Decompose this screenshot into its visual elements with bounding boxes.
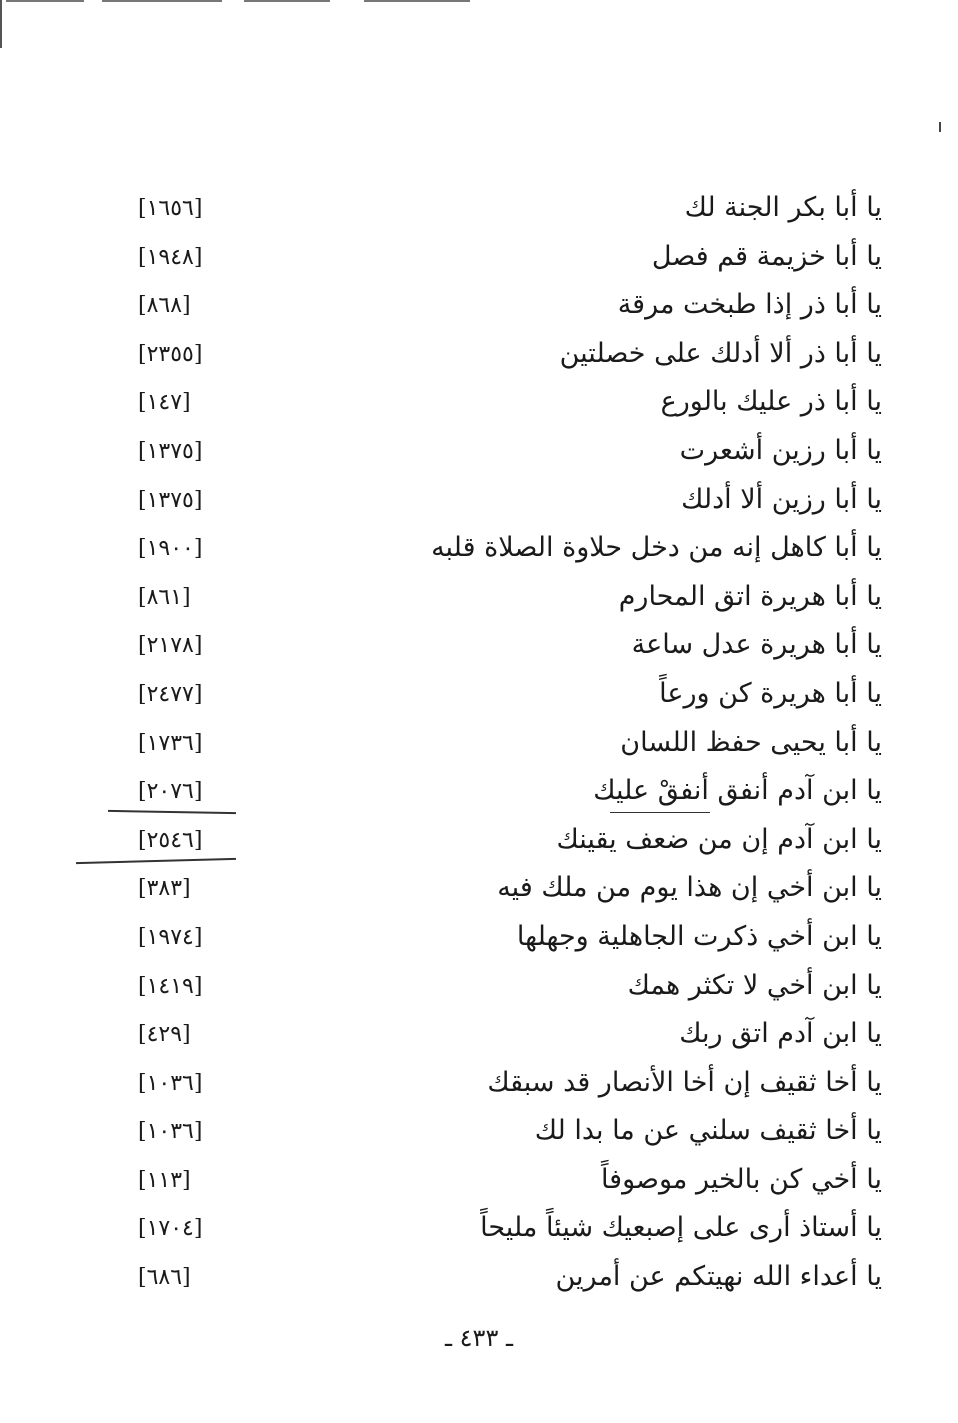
entry-text: يا أبا هريرة كن ورعاً	[659, 677, 882, 709]
entry-reference: [٢١٧٨]	[138, 633, 203, 659]
entry-text: يا أبا رزين أشعرت	[679, 434, 882, 466]
entry-reference: [٦٨٦]	[138, 1265, 191, 1291]
entry-text: يا ابن أخي ذكرت الجاهلية وجهلها	[516, 920, 882, 952]
entry-reference: [١٤١٩]	[138, 973, 203, 999]
handwritten-underline	[610, 812, 710, 813]
entry-text: يا ابن آدم أنفق أنفقْ عليك	[593, 775, 882, 807]
entry-reference: [٣٨٣]	[138, 876, 191, 902]
index-entry	[0, 1107, 958, 1156]
index-entry	[0, 427, 958, 476]
entry-text: يا أبا ذر إذا طبخت مرقة	[617, 289, 882, 321]
entry-text: يا أبا رزين ألا أدلك	[681, 483, 882, 515]
index-entry	[0, 962, 958, 1011]
index-entry	[0, 184, 958, 233]
entry-reference: [١٩٤٨]	[138, 244, 203, 270]
index-entry	[0, 767, 958, 816]
index-entry	[0, 816, 958, 865]
entry-reference: [١٤٧]	[138, 390, 191, 416]
entry-text: يا أبا يحيى حفظ اللسان	[620, 726, 882, 758]
entry-reference: [٢٠٧٦]	[138, 779, 203, 805]
entry-text: يا ابن أخي لا تكثر همك	[627, 969, 882, 1001]
index-entry	[0, 1156, 958, 1205]
entry-reference: [٢٤٧٧]	[138, 681, 203, 707]
entry-text: يا أبا بكر الجنة لك	[684, 192, 882, 223]
entry-reference: [٨٦٨]	[138, 293, 191, 319]
entry-reference: [١٠٣٦]	[138, 1119, 203, 1145]
index-entry	[0, 913, 958, 962]
entry-reference: [١٩٧٤]	[138, 924, 203, 950]
entry-reference: [١٠٣٦]	[138, 1070, 203, 1096]
scan-top-rule	[102, 0, 222, 2]
index-entry	[0, 864, 958, 913]
index-entry	[0, 476, 958, 525]
index-entry	[0, 719, 958, 768]
entry-reference: [٤٢٩]	[138, 1022, 191, 1048]
index-entry	[0, 330, 958, 379]
scan-speck	[939, 122, 941, 132]
scan-top-rule	[244, 0, 330, 2]
index-entry	[0, 573, 958, 622]
entry-text: يا أبا ذر ألا أدلك على خصلتين	[559, 337, 882, 369]
entry-text: يا أبا كاهل إنه من دخل حلاوة الصلاة قلبه	[431, 532, 882, 564]
hadith-index-list	[0, 184, 958, 1302]
entry-reference: [١٩٠٠]	[138, 536, 203, 562]
entry-text: يا أبا ذر عليك بالورع	[660, 386, 882, 418]
index-entry	[0, 233, 958, 282]
entry-text: يا ابن أخي إن هذا يوم من ملك فيه	[497, 872, 882, 904]
entry-reference: [١٣٧٥]	[138, 438, 203, 464]
entry-text: يا أستاذ أرى على إصبعيك شيئاً مليحاً	[480, 1212, 882, 1244]
entry-text: يا ابن آدم اتق ربك	[679, 1018, 882, 1050]
entry-reference: [١٧٠٤]	[138, 1216, 203, 1242]
index-entry	[0, 281, 958, 330]
entry-reference: [١٧٣٦]	[138, 730, 203, 756]
page-number: ـ ٤٣٣ ـ	[444, 1324, 513, 1352]
entry-reference: [٢٣٥٥]	[138, 341, 203, 367]
index-entry	[0, 621, 958, 670]
entry-reference: [١٦٥٦]	[138, 196, 203, 221]
scan-top-rule	[364, 0, 470, 2]
entry-reference: [٢٥٤٦]	[138, 827, 203, 853]
index-entry	[0, 1059, 958, 1108]
entry-reference: [١١٣]	[138, 1167, 191, 1193]
entry-text: يا أبا خزيمة قم فصل	[651, 240, 882, 272]
scan-top-rule	[6, 0, 84, 2]
index-entry	[0, 1253, 958, 1302]
index-entry	[0, 1010, 958, 1059]
entry-text: يا أعداء الله نهيتكم عن أمرين	[555, 1261, 882, 1293]
index-entry	[0, 378, 958, 427]
scan-left-edge	[0, 0, 2, 48]
entry-reference: [١٣٧٥]	[138, 487, 203, 513]
entry-text: يا أبا هريرة اتق المحارم	[618, 580, 882, 612]
index-entry	[0, 1204, 958, 1253]
entry-text: يا أبا هريرة عدل ساعة	[631, 629, 882, 661]
entry-text: يا أخا ثقيف إن أخا الأنصار قد سبقك	[487, 1066, 882, 1098]
entry-text: يا أخا ثقيف سلني عن ما بدا لك	[534, 1115, 882, 1147]
entry-reference: [٨٦١]	[138, 584, 191, 610]
index-entry	[0, 670, 958, 719]
entry-text: يا ابن آدم إن من ضعف يقينك	[556, 823, 882, 855]
entry-text: يا أخي كن بالخير موصوفاً	[600, 1163, 882, 1195]
index-entry	[0, 524, 958, 573]
